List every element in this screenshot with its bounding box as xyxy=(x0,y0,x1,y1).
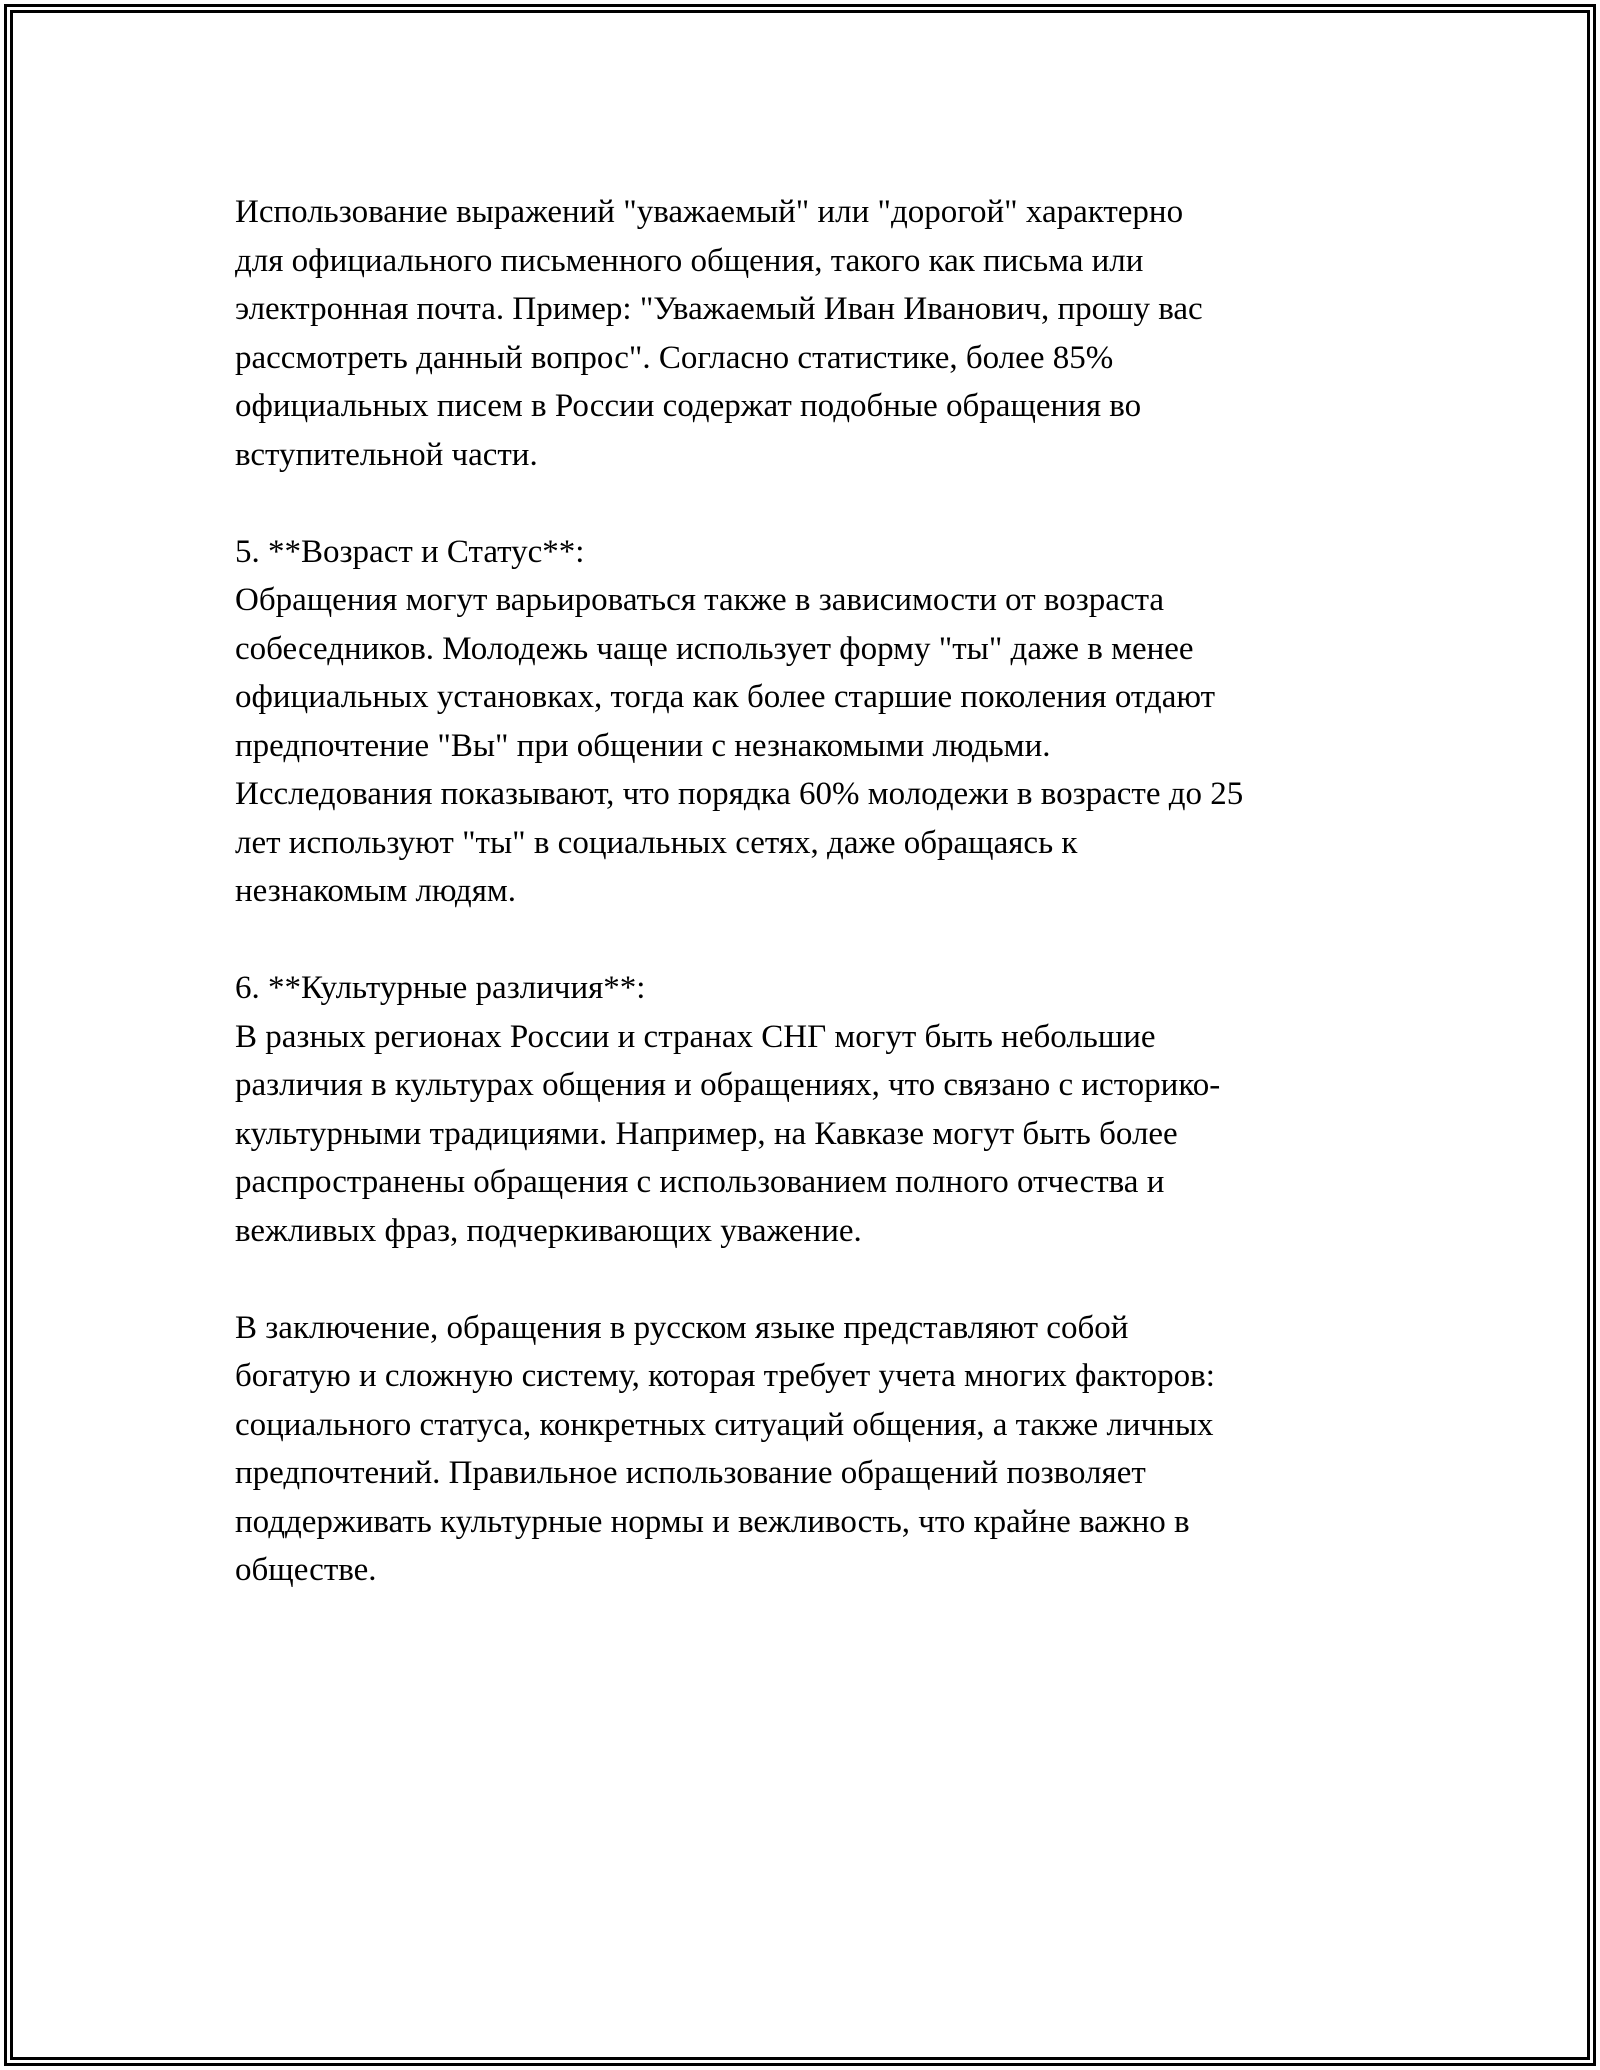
section-6-body: В разных регионах России и странах СНГ могут быть небольшие различия в культурах общения и обращениях, что связано с историко- культурными традициями. Например, на Кавказе могут быть более распространены обращения с использованием полного отчества и вежливых фраз, подчеркивающих уважение. xyxy=(235,1018,1221,1249)
paragraph-spacer xyxy=(235,916,1375,965)
paragraph-spacer xyxy=(235,479,1375,528)
paragraph-spacer xyxy=(235,1255,1375,1304)
document-body xyxy=(235,188,1375,1595)
section-5-heading: 5. **Возраст и Статус**: xyxy=(235,533,585,570)
section-5-body: Обращения могут варьироваться также в зависимости от возраста собеседников. Молодежь чаще использует форму "ты" даже в менее официальных установках, тогда как более старшие поколения отдают предпочтение "Вы" при общении с незнакомыми людьми. Исследования показывают, что порядка 60% молодежи в возрасте до 25 лет используют "ты" в социальных сетях, даже обращаясь к незнакомым людям. xyxy=(235,582,1244,909)
paragraph-intro: Использование выражений "уважаемый" или "дорогой" характерно для официального письменного общения, такого как письма или электронная почта. Пример: "Уважаемый Иван Иванович, прошу вас рассмотреть данный вопрос". Согласно статистике, более 85% официальных писем в России содержат подобные обращения во вступительной части. xyxy=(235,194,1203,473)
paragraph-conclusion: В заключение, обращения в русском языке представляют собой богатую и сложную систему, которая требует учета многих факторов: социального статуса, конкретных ситуаций общения, а также личных предпочтений. Правильное использование обращений позволяет поддерживать культурные нормы и вежливость, что крайне важно в обществе. xyxy=(235,1309,1215,1588)
section-6-heading: 6. **Культурные различия**: xyxy=(235,970,646,1006)
